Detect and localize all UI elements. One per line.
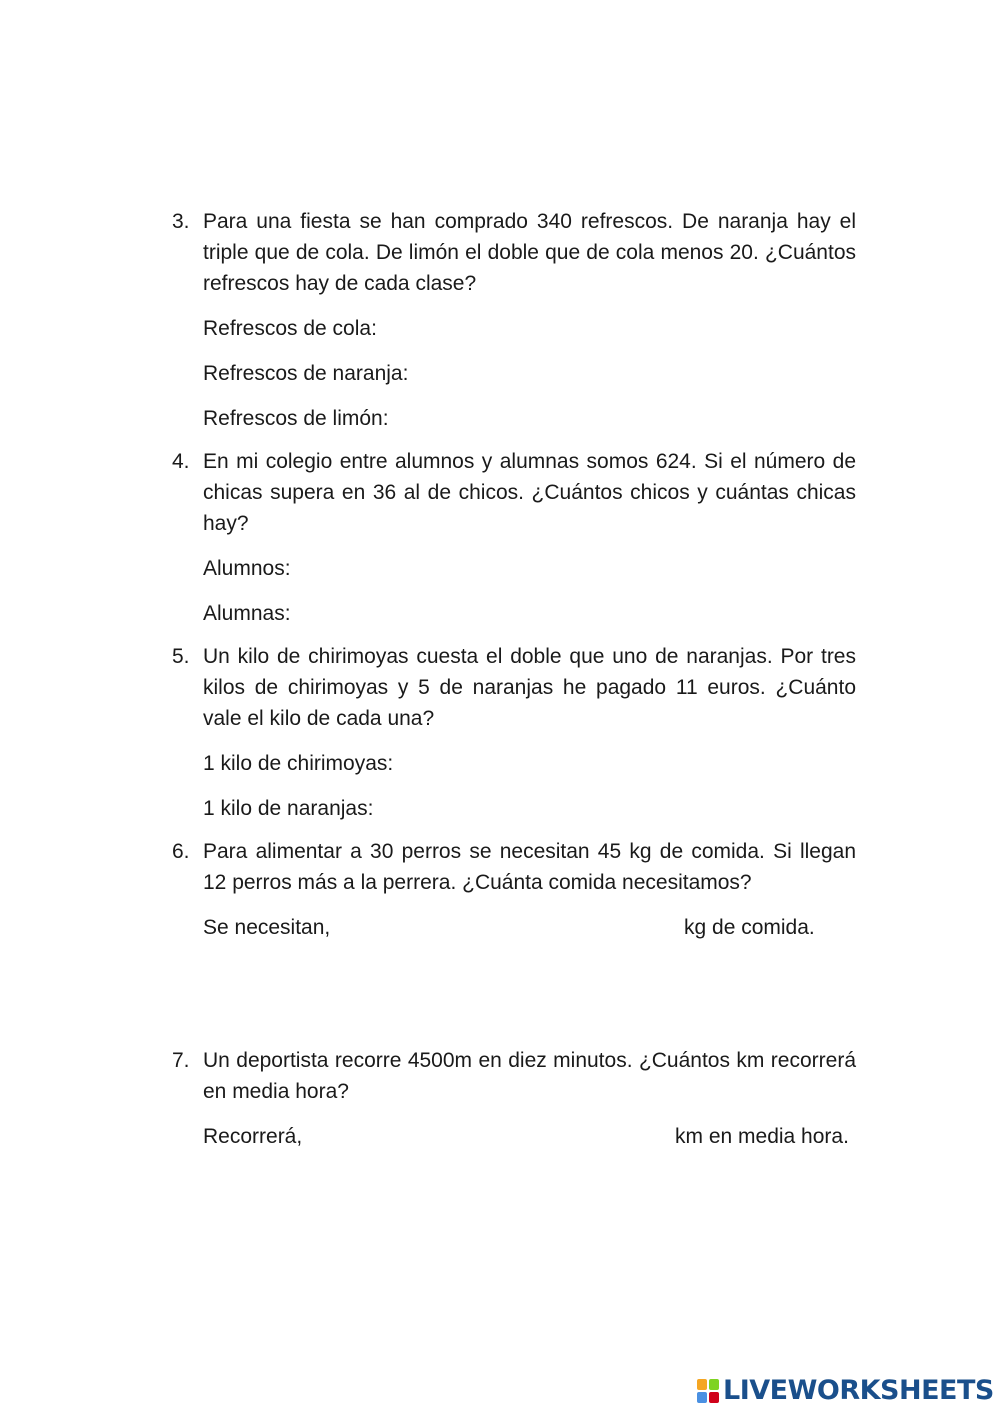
answer-label: Alumnos: [203,557,291,580]
problem-number: 6. [172,840,190,863]
answer-row [203,1121,856,1152]
answer-label: Refrescos de naranja: [203,362,409,385]
answer-suffix: km en media hora. [675,1125,849,1148]
problem-4 [172,446,856,629]
answer-label: Refrescos de cola: [203,317,377,340]
problem-7 [172,1045,856,1152]
problem-question: En mi colegio entre alumnos y alumnas somos 624. Si el número de chicas supera en 36 al de chicos. ¿Cuántos chicos y cuántas chicas hay? [203,450,856,535]
problem-question: Para una fiesta se han comprado 340 refrescos. De naranja hay el triple que de cola. De limón el doble que de cola menos 20. ¿Cuántos refrescos hay de cada clase? [203,210,856,295]
answer-row [203,912,856,943]
liveworksheets-logo-icon [697,1379,719,1403]
problem-number: 5. [172,645,190,668]
problem-5 [172,641,856,824]
problem-3 [172,206,856,434]
answer-label: Alumnas: [203,602,291,625]
answer-label: Refrescos de limón: [203,407,389,430]
problem-number: 3. [172,210,190,233]
problem-number: 4. [172,450,190,473]
answer-label: 1 kilo de naranjas: [203,797,374,820]
problem-6 [172,836,856,943]
answer-prefix: Se necesitan, [203,916,331,939]
liveworksheets-logo [697,1376,994,1406]
problem-question: Un kilo de chirimoyas cuesta el doble que uno de naranjas. Por tres kilos de chirimoyas y 5 de naranjas he pagado 11 euros. ¿Cuánto vale el kilo de cada una? [203,645,856,730]
answer-prefix: Recorrerá, [203,1125,303,1148]
problem-number: 7. [172,1049,190,1072]
logo-text: LIVEWORKSHEETS [723,1375,994,1406]
problem-question: Un deportista recorre 4500m en diez minutos. ¿Cuántos km recorrerá en media hora? [203,1049,856,1103]
problem-question: Para alimentar a 30 perros se necesitan 45 kg de comida. Si llegan 12 perros más a la perrera. ¿Cuánta comida necesitamos? [203,840,856,894]
answer-suffix: kg de comida. [684,916,815,939]
answer-label: 1 kilo de chirimoyas: [203,752,394,775]
